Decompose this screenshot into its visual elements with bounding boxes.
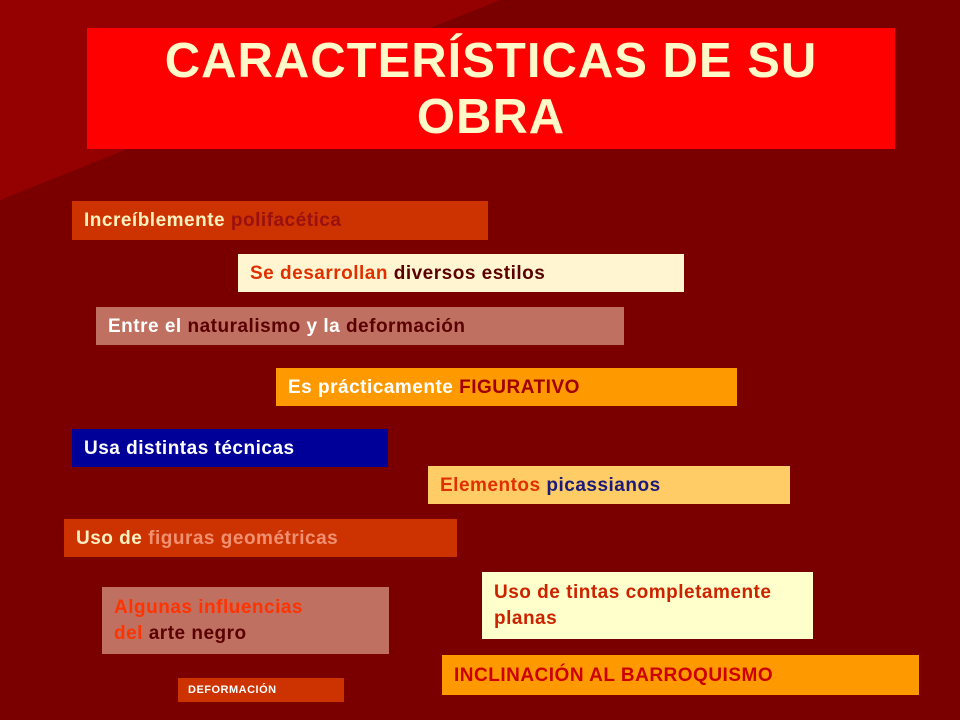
item-text-a: Es prácticamente: [288, 376, 454, 398]
item-text-a: Elementos: [440, 474, 541, 496]
item-text-a: Increíblemente: [84, 210, 226, 231]
item-text-a: DEFORMACIÓN: [188, 683, 277, 696]
item-text-b: figuras geométricas: [148, 527, 339, 549]
item-tecnicas: [72, 429, 388, 467]
item-picassianos: [428, 466, 790, 504]
item-text-d: deformación: [345, 315, 466, 337]
item-naturalismo: [96, 307, 624, 345]
item-text-a: Algunas influencias: [114, 596, 303, 618]
item-text-a: Entre el: [108, 315, 182, 337]
item-text-a: Se desarrollan: [250, 262, 388, 284]
item-arte-negro: [102, 587, 389, 654]
item-text-b: del: [114, 622, 143, 644]
item-deformacion-small: [178, 678, 344, 702]
item-text-b: polifacética: [230, 210, 342, 231]
item-text-b: diversos estilos: [393, 262, 546, 284]
title-line-1: CARACTERÍSTICAS DE SU: [164, 33, 818, 88]
slide-title: [87, 28, 895, 149]
item-figurativo: [276, 368, 737, 406]
item-tintas-planas: [482, 572, 813, 639]
item-text-a: Uso de: [76, 527, 143, 549]
item-text-a: Uso de tintas completamente planas: [494, 581, 772, 629]
item-geometricas: [64, 519, 457, 557]
item-polifacetica: [72, 201, 488, 240]
item-text-a: INCLINACIÓN AL BARROQUISMO: [454, 664, 774, 686]
item-text-b: naturalismo: [187, 315, 301, 337]
item-barroquismo: [442, 655, 919, 695]
title-line-2: OBRA: [416, 89, 566, 144]
item-text-b: picassianos: [546, 474, 661, 496]
item-text-b: FIGURATIVO: [459, 376, 580, 398]
item-estilos: [238, 254, 684, 292]
item-text-c: y la: [306, 315, 341, 337]
item-text-a: Usa distintas técnicas: [84, 437, 295, 459]
item-text-c: arte negro: [148, 622, 247, 644]
